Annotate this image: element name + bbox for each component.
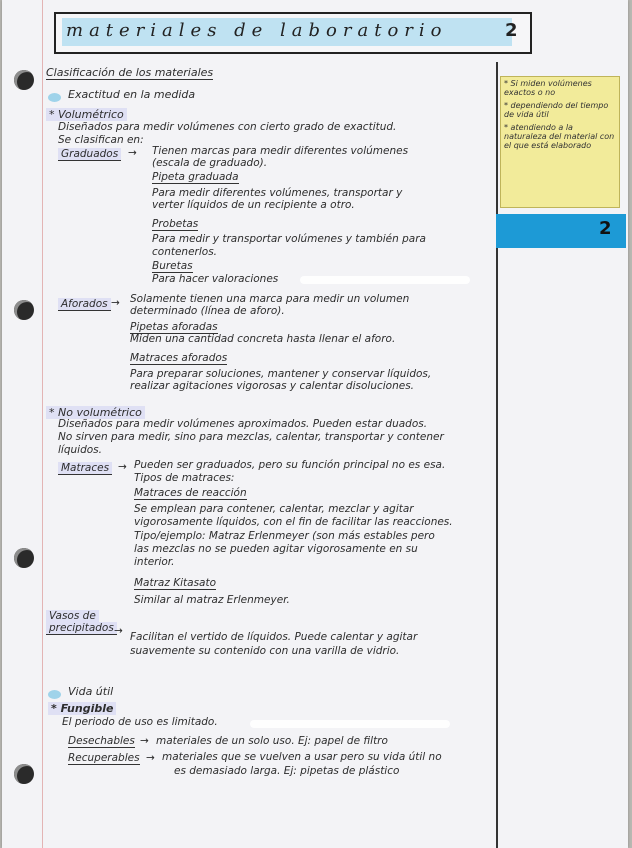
term-label: Recuperables [68, 752, 140, 764]
text-line: contenerlos. [152, 246, 218, 258]
text-line: realizar agitaciones vigorosas y calentar disoluciones. [130, 380, 415, 392]
bullet-dot [48, 93, 61, 102]
arrow-icon: → [140, 735, 149, 747]
text-line: interior. [134, 556, 175, 568]
text-line: Tipo/ejemplo: Matraz Erlenmeyer (son más estables pero [134, 530, 435, 542]
text-line: es demasiado larga. Ej: pipetas de plástico [174, 765, 400, 777]
binder-hole-icon [14, 548, 34, 568]
text-line: vigorosamente líquidos, con el fin de facilitar las reacciones. [134, 516, 453, 528]
text-line: Para preparar soluciones, mantener y conservar líquidos, [130, 368, 432, 380]
sticky-note-item: * Si miden volúmenes exactos o no [504, 79, 592, 97]
arrow-icon: → [111, 297, 120, 309]
text-line: materiales que se vuelven a usar pero su vida útil no [162, 751, 442, 763]
item-name: Pipetas aforadas [130, 321, 218, 333]
text-line: determinado (línea de aforo). [130, 305, 285, 317]
term-label: precipitados [46, 622, 117, 634]
term-label: Desechables [68, 735, 135, 747]
binder-hole-icon [14, 70, 34, 90]
category-title: * Fungible [48, 702, 116, 715]
term-label: Aforados [58, 298, 111, 311]
text-line: las mezclas no se pueden agitar vigorosamente en su [134, 543, 418, 555]
margin-line [42, 0, 43, 848]
text-line: Tienen marcas para medir diferentes volúmenes [152, 145, 409, 157]
arrow-icon: → [146, 752, 155, 764]
text-line: materiales de un solo uso. Ej: papel de filtro [156, 735, 388, 747]
binder-hole-icon [14, 300, 34, 320]
text-line: Para hacer valoraciones [152, 273, 279, 285]
item-name: Matraz Kitasato [134, 577, 217, 589]
blurred-area [250, 720, 450, 728]
text-line: suavemente su contenido con una varilla de vidrio. [130, 645, 400, 657]
title-number: 2 [505, 20, 518, 41]
text-line: Se emplean para contener, calentar, mezclar y agitar [134, 503, 414, 515]
text-line: No sirven para medir, sino para mezclas, calentar, transportar y contener [58, 431, 444, 443]
term-label: Matraces [58, 462, 112, 475]
item-name: Probetas [152, 218, 199, 230]
text-line: Similar al matraz Erlenmeyer. [134, 594, 290, 606]
text-line: Tipos de matraces: [134, 472, 235, 484]
item-name: Buretas [152, 260, 193, 272]
subsection-heading: Vida útil [68, 685, 114, 698]
text-line: Diseñados para medir volúmenes con cierto grado de exactitud. [58, 121, 397, 133]
sticky-note-item: * dependiendo del tiempo de vida útil [504, 101, 609, 119]
category-title: * No volumétrico [46, 406, 145, 419]
text-line: Solamente tienen una marca para medir un volumen [130, 293, 410, 305]
text-line: Pueden ser graduados, pero su función principal no es esa. [134, 459, 446, 471]
text-line: líquidos. [58, 444, 102, 456]
section-heading: Clasificación de los materiales [46, 66, 214, 79]
text-line: Diseñados para medir volúmenes aproximados. Pueden estar duados. [58, 418, 428, 430]
term-label: Graduados [58, 148, 121, 161]
subsection-heading: Exactitud en la medida [68, 88, 196, 101]
text-line: Miden una cantidad concreta hasta llenar el aforo. [130, 333, 396, 345]
arrow-icon: → [128, 147, 137, 159]
text-line: Se clasifican en: [58, 134, 144, 146]
text-line: verter líquidos de un recipiente a otro. [152, 199, 355, 211]
category-title: * Volumétrico [46, 108, 127, 121]
page-number: 2 [599, 218, 612, 239]
item-name: Matraces aforados [130, 352, 228, 364]
item-name: Pipeta graduada [152, 171, 239, 183]
page-title: materiales de laboratorio [66, 20, 448, 41]
text-line: (escala de graduado). [152, 157, 268, 169]
text-line: Facilitan el vertido de líquidos. Puede calentar y agitar [130, 631, 418, 643]
text-line: Para medir y transportar volúmenes y también para [152, 233, 426, 245]
text-line: Para medir diferentes volúmenes, transportar y [152, 187, 403, 199]
term-label: Vasos de [46, 610, 99, 622]
text-line: El periodo de uso es limitado. [62, 716, 218, 728]
bullet-dot [48, 690, 61, 699]
arrow-icon: → [114, 625, 123, 637]
sticky-note [500, 76, 620, 208]
binder-hole-icon [14, 764, 34, 784]
item-name: Matraces de reacción [134, 487, 247, 499]
arrow-icon: → [118, 461, 127, 473]
blurred-area [300, 276, 470, 284]
sticky-note-item: * atendiendo a la naturaleza del material con el que está elaborado [504, 123, 615, 150]
